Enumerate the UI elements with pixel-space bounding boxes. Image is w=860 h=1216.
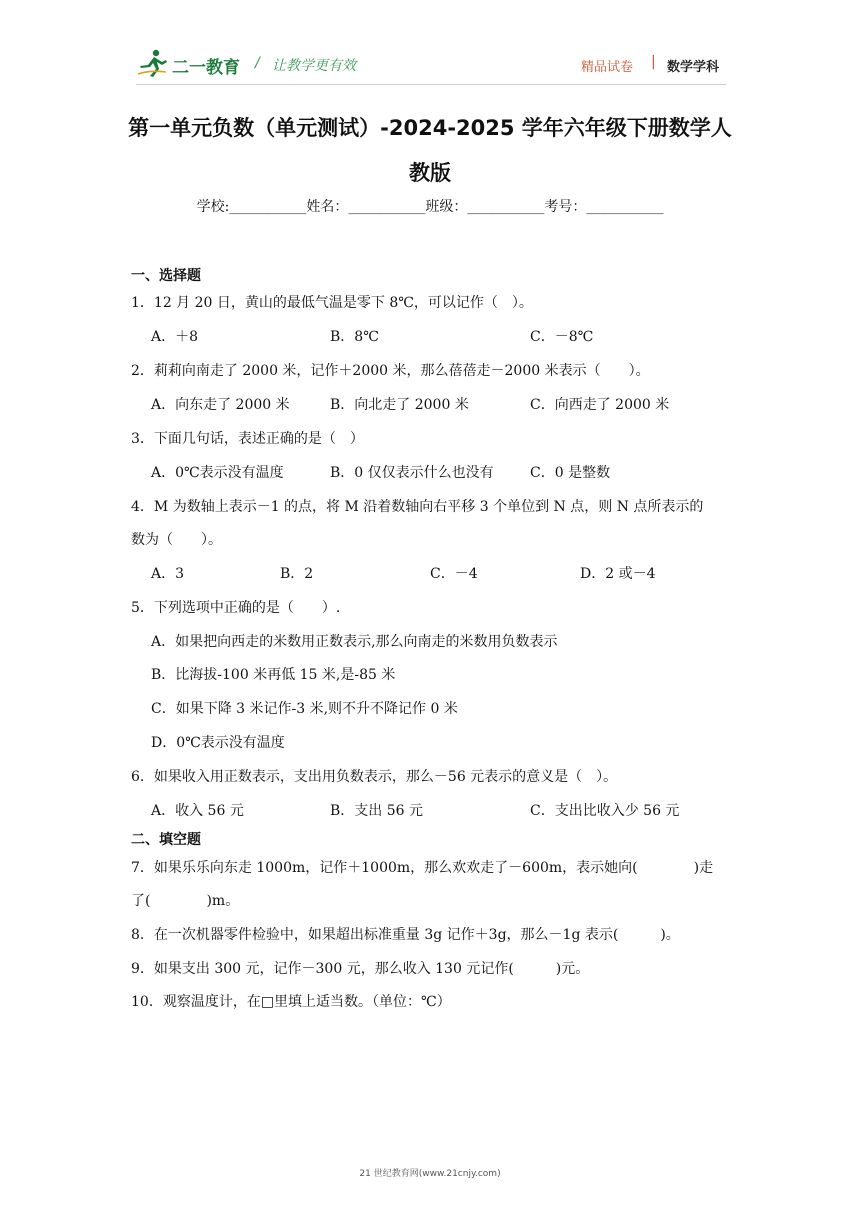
header-tag-subject: 数学学科: [667, 60, 720, 75]
section-heading-choice: 一、选择题: [131, 268, 201, 284]
page-footer: 21 世纪教育网(www.21cnjy.com): [359, 1169, 501, 1179]
question-2: 2．莉莉向南走了 2000 米，记作＋2000 米，那么蓓蓓走－2000 米表示（ ）。: [131, 363, 650, 379]
question-4-option-c: C．－4: [430, 566, 478, 582]
header-rule: [136, 84, 726, 85]
page-title-line-2: 教版: [409, 161, 451, 185]
question-1-option-c: C．－8℃: [530, 329, 594, 345]
question-4-option-d: D．2 或－4: [580, 566, 656, 582]
question-3: 3．下面几句话，表述正确的是（ ）: [131, 431, 364, 447]
logo: [136, 48, 170, 80]
question-7-line-2: 了( )m。: [131, 893, 240, 909]
question-1-option-b: B．8℃: [330, 329, 379, 345]
question-5-option-b: B．比海拔-100 米再低 15 米,是-85 米: [151, 667, 396, 683]
question-8: 8．在一次机器零件检验中，如果超出标准重量 3g 记作＋3g，那么－1g 表示( )。: [131, 927, 680, 943]
question-6-option-a: A．收入 56 元: [151, 803, 244, 819]
student-info-line: 学校:___________姓名：___________班级：___________考号：___________: [196, 199, 664, 215]
section-heading-fill: 二、填空题: [131, 832, 201, 848]
header-divider: |: [651, 54, 656, 70]
question-4-option-b: B．2: [280, 566, 314, 582]
question-2-option-b: B．向北走了 2000 米: [330, 397, 469, 413]
question-3-option-c: C．0 是整数: [530, 465, 611, 481]
question-9: 9．如果支出 300 元，记作－300 元，那么收入 130 元记作( )元。: [131, 961, 590, 977]
header-tag-premium: 精品试卷: [581, 60, 634, 75]
question-5-option-c: C．如果下降 3 米记作-3 米,则不升不降记作 0 米: [151, 701, 458, 717]
question-3-option-b: B．0 仅仅表示什么也没有: [330, 465, 494, 481]
tagline: 让教学更有效: [272, 58, 356, 74]
question-5-option-d: D．0℃表示没有温度: [151, 735, 285, 751]
question-1-option-a: A．＋8: [151, 329, 199, 345]
question-5-option-a: A．如果把向西走的米数用正数表示,那么向南走的米数用负数表示: [151, 634, 558, 650]
question-4-option-a: A．3: [151, 566, 185, 582]
question-5: 5．下列选项中正确的是（ ）.: [131, 600, 341, 616]
question-1: 1．12 月 20 日，黄山的最低气温是零下 8℃，可以记作（ ）。: [131, 295, 533, 311]
question-7-line-1: 7．如果乐乐向东走 1000m，记作＋1000m，那么欢欢走了－600m，表示她向( )走: [131, 860, 714, 876]
logo-text: 二一教育: [172, 58, 240, 78]
question-4-line-1: 4．M 为数轴上表示－1 的点，将 M 沿着数轴向右平移 3 个单位到 N 点，则 N 点所表示的: [131, 499, 704, 515]
question-4-line-2: 数为（ ）。: [131, 532, 222, 548]
runner-logo-icon: [136, 48, 170, 78]
question-2-option-c: C．向西走了 2000 米: [530, 397, 670, 413]
question-6-option-b: B．支出 56 元: [330, 803, 424, 819]
question-2-option-a: A．向东走了 2000 米: [151, 397, 290, 413]
question-10: 10．观察温度计，在□里填上适当数。（单位：℃）: [131, 994, 451, 1010]
question-6: 6．如果收入用正数表示，支出用负数表示，那么－56 元表示的意义是（ ）。: [131, 769, 618, 785]
tagline-separator: /: [255, 55, 260, 71]
question-3-option-a: A．0℃表示没有温度: [151, 465, 284, 481]
page-title-line-1: 第一单元负数（单元测试）-2024-2025 学年六年级下册数学人: [128, 116, 732, 140]
question-6-option-c: C．支出比收入少 56 元: [530, 803, 680, 819]
